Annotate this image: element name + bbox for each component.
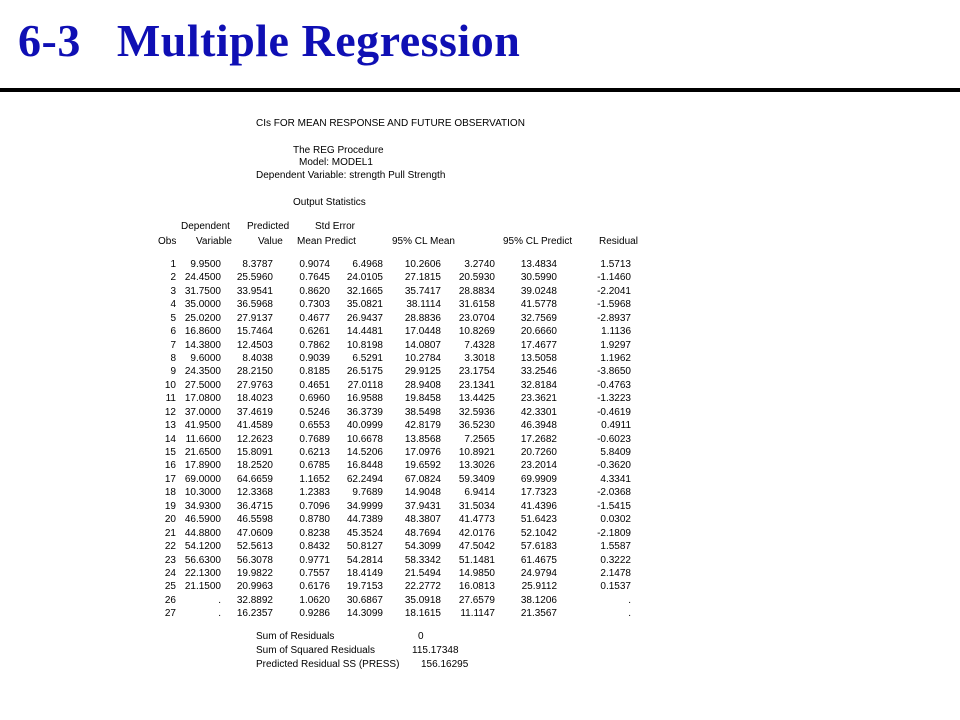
cell-cl-predict-lower: 36.5230 <box>458 420 495 432</box>
cell-std-error: 0.7557 <box>299 567 330 579</box>
cell-cl-predict-upper: 39.0248 <box>520 285 557 297</box>
cell-cl-predict-upper: 57.6183 <box>520 541 557 552</box>
cell-dependent-value: 24.4500 <box>184 272 221 284</box>
cell-dependent-value: . <box>218 594 221 606</box>
cell-dependent-value: 44.8800 <box>184 527 221 539</box>
cell-cl-predict-lower: 23.1341 <box>458 379 495 391</box>
cell-predicted-value: 52.5613 <box>236 541 273 552</box>
cell-std-error: 0.7689 <box>299 433 330 445</box>
cell-obs: 2 <box>170 272 176 284</box>
cell-predicted-value: 36.4715 <box>236 500 273 512</box>
cell-obs: 27 <box>164 608 176 620</box>
cell-cl-mean-lower: 32.1665 <box>346 285 383 297</box>
cell-cl-predict-lower: 3.3018 <box>464 353 495 364</box>
cell-dependent-value: 34.9300 <box>184 500 221 512</box>
cell-cl-mean-lower: 44.7389 <box>346 514 383 526</box>
cell-cl-mean-lower: 14.3099 <box>346 608 383 620</box>
summary-value-sum-squared-residuals: 115.17348 <box>412 645 459 656</box>
summary-label-press: Predicted Residual SS (PRESS) <box>256 659 400 670</box>
cell-obs: 20 <box>164 514 176 526</box>
cell-cl-predict-upper: 69.9909 <box>520 473 557 485</box>
cell-cl-predict-lower: 51.1481 <box>458 554 495 566</box>
cell-dependent-value: 37.0000 <box>184 406 221 418</box>
cell-cl-mean-upper: 27.1815 <box>404 272 441 284</box>
cell-cl-predict-lower: 14.9850 <box>458 567 495 579</box>
cell-std-error: 0.6213 <box>299 447 330 458</box>
cell-dependent-value: 9.9500 <box>190 259 221 270</box>
cell-dependent-value: 46.5900 <box>184 514 221 526</box>
cell-cl-mean-lower: 18.4149 <box>346 567 383 579</box>
cell-obs: 4 <box>170 299 176 311</box>
cell-dependent-value: 21.1500 <box>184 581 221 593</box>
cell-std-error: 0.7645 <box>299 272 330 284</box>
cell-residual: -2.8937 <box>597 312 631 324</box>
cell-cl-predict-upper: 32.7569 <box>520 312 557 324</box>
cell-residual: 1.5713 <box>600 259 631 270</box>
cell-cl-mean-lower: 16.8448 <box>346 460 383 472</box>
cell-cl-mean-upper: 10.2606 <box>404 259 441 270</box>
cell-cl-predict-lower: 13.4425 <box>458 393 495 405</box>
cell-cl-predict-lower: 47.5042 <box>458 541 495 552</box>
cell-cl-predict-upper: 52.1042 <box>520 527 557 539</box>
cell-predicted-value: 8.3787 <box>242 259 273 270</box>
cell-residual: 5.8409 <box>600 447 631 458</box>
cell-predicted-value: 28.2150 <box>236 366 273 378</box>
cell-residual: -1.5968 <box>597 299 631 311</box>
cell-obs: 21 <box>164 527 176 539</box>
cell-obs: 25 <box>164 581 176 593</box>
cell-cl-mean-upper: 48.7694 <box>404 527 441 539</box>
cell-residual: 1.1962 <box>600 353 631 364</box>
header-predicted: Predicted <box>247 221 290 232</box>
cell-obs: 1 <box>170 259 176 270</box>
cell-cl-mean-lower: 6.5291 <box>352 353 383 364</box>
cell-cl-mean-lower: 19.7153 <box>346 581 383 593</box>
cell-cl-mean-lower: 35.0821 <box>346 299 383 311</box>
cell-cl-mean-lower: 24.0105 <box>346 272 383 284</box>
cell-cl-predict-lower: 11.1147 <box>460 608 495 620</box>
cell-cl-predict-upper: 17.2682 <box>520 433 557 445</box>
cell-cl-mean-lower: 10.8198 <box>346 339 383 351</box>
cell-cl-mean-upper: 14.9048 <box>404 487 441 499</box>
model-name: Model: MODEL1 <box>299 157 373 168</box>
cell-cl-predict-lower: 31.6158 <box>458 299 495 311</box>
cell-cl-predict-lower: 41.4773 <box>458 514 495 526</box>
cell-obs: 17 <box>164 473 176 485</box>
cell-dependent-value: 11.6600 <box>185 433 221 445</box>
cell-residual: 1.1136 <box>601 326 631 338</box>
cell-cl-predict-upper: 41.5778 <box>520 299 557 311</box>
cell-residual: 1.9297 <box>600 339 631 351</box>
dependent-variable: Dependent Variable: strength Pull Strength <box>256 170 446 181</box>
cell-cl-mean-lower: 14.5206 <box>346 447 383 458</box>
cell-cl-predict-lower: 23.0704 <box>458 312 495 324</box>
cell-obs: 6 <box>170 326 176 338</box>
cell-residual: -2.1809 <box>597 527 631 539</box>
cell-std-error: 0.9286 <box>299 608 330 620</box>
cell-cl-mean-lower: 27.0118 <box>347 379 383 391</box>
cell-predicted-value: 12.4503 <box>236 339 273 351</box>
cell-predicted-value: 18.4023 <box>236 393 273 405</box>
cell-cl-mean-upper: 28.9408 <box>404 379 441 391</box>
cell-obs: 7 <box>170 339 176 351</box>
header-obs: Obs <box>158 236 177 247</box>
cell-cl-predict-lower: 13.3026 <box>458 460 495 472</box>
cell-residual: . <box>628 594 631 606</box>
cell-cl-predict-lower: 32.5936 <box>458 406 495 418</box>
cell-cl-predict-lower: 27.6579 <box>458 594 495 606</box>
cell-cl-mean-upper: 19.6592 <box>404 460 441 472</box>
cell-obs: 8 <box>170 353 176 364</box>
cell-cl-mean-lower: 45.3524 <box>346 527 383 539</box>
cell-obs: 5 <box>170 312 176 324</box>
cell-cl-predict-upper: 42.3301 <box>520 406 557 418</box>
cell-dependent-value: 17.0800 <box>184 393 221 405</box>
cell-cl-predict-lower: 20.5930 <box>458 272 495 284</box>
cell-std-error: 1.1652 <box>299 473 330 485</box>
cell-cl-mean-lower: 54.2814 <box>346 554 383 566</box>
cell-obs: 26 <box>164 594 176 606</box>
cell-residual: -1.1460 <box>597 272 631 284</box>
cell-std-error: 0.7096 <box>299 500 330 512</box>
cell-cl-mean-lower: 26.9437 <box>346 312 383 324</box>
cell-cl-mean-upper: 67.0824 <box>404 473 441 485</box>
cell-obs: 12 <box>164 406 176 418</box>
cell-dependent-value: 16.8600 <box>184 326 221 338</box>
procedure-name: The REG Procedure <box>293 145 384 156</box>
cell-cl-predict-upper: 17.7323 <box>520 487 557 499</box>
cell-std-error: 0.6261 <box>299 326 330 338</box>
cell-obs: 14 <box>164 433 176 445</box>
header-cl-mean: 95% CL Mean <box>392 236 455 247</box>
cell-std-error: 0.8238 <box>299 527 330 539</box>
cell-cl-mean-upper: 22.2772 <box>404 581 441 593</box>
cell-std-error: 0.4677 <box>299 312 330 324</box>
header-cl-predict: 95% CL Predict <box>503 236 573 247</box>
cell-residual: 0.4911 <box>601 420 631 432</box>
cell-cl-predict-upper: 51.6423 <box>520 514 557 526</box>
cell-cl-mean-lower: 14.4481 <box>346 326 383 338</box>
cell-std-error: 1.2383 <box>299 487 330 499</box>
cell-predicted-value: 56.3078 <box>236 554 273 566</box>
cell-cl-mean-upper: 17.0976 <box>404 447 441 458</box>
cell-cl-mean-upper: 42.8179 <box>404 420 441 432</box>
cell-cl-mean-lower: 36.3739 <box>346 406 383 418</box>
cell-cl-predict-lower: 10.8921 <box>458 447 495 458</box>
cell-cl-predict-upper: 20.7260 <box>520 447 557 458</box>
cell-cl-mean-lower: 40.0999 <box>346 420 383 432</box>
cell-predicted-value: 32.8892 <box>236 594 273 606</box>
summary-value-sum-residuals: 0 <box>418 631 424 642</box>
cell-cl-mean-lower: 62.2494 <box>346 473 383 485</box>
cell-dependent-value: 54.1200 <box>184 541 221 552</box>
cell-std-error: 0.7862 <box>299 339 330 351</box>
cell-predicted-value: 36.5968 <box>236 299 273 311</box>
cell-residual: 1.5587 <box>600 541 631 552</box>
cell-dependent-value: 27.5000 <box>184 379 221 391</box>
summary-value-press: 156.16295 <box>421 659 469 670</box>
cell-residual: 0.1537 <box>600 581 631 593</box>
cell-cl-mean-lower: 50.8127 <box>346 541 383 552</box>
cell-residual: -0.3620 <box>597 460 631 472</box>
cell-residual: -1.5415 <box>597 500 631 512</box>
cell-cl-mean-lower: 9.7689 <box>352 487 383 499</box>
cell-cl-predict-lower: 28.8834 <box>458 285 495 297</box>
cell-obs: 16 <box>164 460 176 472</box>
cell-cl-mean-lower: 26.5175 <box>346 366 383 378</box>
cell-predicted-value: 46.5598 <box>236 514 273 526</box>
cell-predicted-value: 27.9763 <box>236 379 273 391</box>
cell-predicted-value: 12.2623 <box>236 433 273 445</box>
cell-std-error: 0.4651 <box>299 379 330 391</box>
cell-dependent-value: 41.9500 <box>184 420 221 432</box>
section-title: Output Statistics <box>293 197 366 208</box>
cell-std-error: 0.9771 <box>299 554 330 566</box>
cell-cl-predict-upper: 25.9112 <box>521 581 557 593</box>
cell-cl-mean-upper: 37.9431 <box>404 500 441 512</box>
cell-cl-predict-upper: 32.8184 <box>520 379 557 391</box>
cell-dependent-value: 69.0000 <box>184 473 221 485</box>
cell-cl-predict-upper: 33.2546 <box>520 366 557 378</box>
cell-residual: 4.3341 <box>600 473 631 485</box>
cell-std-error: 0.8620 <box>299 285 330 297</box>
cell-obs: 3 <box>170 285 176 297</box>
header-dependent: Dependent <box>181 221 230 232</box>
cell-cl-predict-upper: 13.4834 <box>520 259 557 270</box>
cell-std-error: 0.8780 <box>299 514 330 526</box>
cell-cl-mean-lower: 16.9588 <box>346 393 383 405</box>
cell-std-error: 0.9039 <box>299 353 330 364</box>
cell-cl-mean-upper: 35.7417 <box>404 285 441 297</box>
cell-dependent-value: . <box>218 608 221 620</box>
cell-cl-mean-upper: 54.3099 <box>404 541 441 552</box>
cell-predicted-value: 27.9137 <box>236 312 273 324</box>
cell-cl-predict-upper: 46.3948 <box>520 420 557 432</box>
cell-std-error: 0.7303 <box>299 299 330 311</box>
cell-cl-mean-upper: 58.3342 <box>404 554 441 566</box>
cell-dependent-value: 31.7500 <box>184 285 221 297</box>
cell-std-error: 0.6176 <box>299 581 330 593</box>
cell-cl-predict-upper: 21.3567 <box>520 608 557 620</box>
cell-cl-mean-upper: 38.5498 <box>404 406 441 418</box>
cell-obs: 9 <box>170 366 176 378</box>
cell-cl-mean-lower: 34.9999 <box>346 500 383 512</box>
cell-cl-predict-upper: 13.5058 <box>520 353 557 364</box>
header-variable: Variable <box>196 236 232 247</box>
cell-cl-predict-upper: 41.4396 <box>520 500 557 512</box>
cell-dependent-value: 22.1300 <box>184 567 221 579</box>
cell-cl-predict-upper: 20.6660 <box>520 326 557 338</box>
cell-obs: 15 <box>164 447 176 458</box>
cell-cl-mean-upper: 17.0448 <box>404 326 441 338</box>
cell-predicted-value: 33.9541 <box>236 285 273 297</box>
cell-cl-mean-upper: 38.1114 <box>406 299 441 311</box>
cell-cl-mean-upper: 48.3807 <box>404 514 441 526</box>
header-std-error: Std Error <box>315 221 356 232</box>
cell-cl-mean-upper: 18.1615 <box>404 608 441 620</box>
cell-std-error: 0.9074 <box>299 259 330 270</box>
summary-label-sum-squared-residuals: Sum of Squared Residuals <box>256 645 375 656</box>
cell-cl-mean-upper: 19.8458 <box>404 393 441 405</box>
cell-cl-predict-lower: 6.9414 <box>464 487 495 499</box>
cell-dependent-value: 14.3800 <box>184 339 221 351</box>
cell-predicted-value: 64.6659 <box>236 473 273 485</box>
cell-cl-mean-lower: 10.6678 <box>346 433 383 445</box>
cell-predicted-value: 15.7464 <box>236 326 273 338</box>
header-value: Value <box>258 236 283 247</box>
cell-obs: 19 <box>164 500 176 512</box>
cell-residual: -2.0368 <box>597 487 631 499</box>
cell-obs: 13 <box>164 420 176 432</box>
cell-obs: 22 <box>164 541 176 552</box>
cell-predicted-value: 19.9822 <box>236 567 273 579</box>
cell-cl-predict-lower: 23.1754 <box>458 366 495 378</box>
cell-residual: -0.4763 <box>597 379 631 391</box>
cell-cl-mean-upper: 35.0918 <box>404 594 441 606</box>
cell-residual: 0.0302 <box>600 514 631 526</box>
cell-predicted-value: 41.4589 <box>236 420 273 432</box>
cell-cl-predict-lower: 16.0813 <box>458 581 495 593</box>
header-residual: Residual <box>599 236 638 247</box>
cell-dependent-value: 10.3000 <box>184 487 221 499</box>
cell-predicted-value: 16.2357 <box>236 608 273 620</box>
cell-dependent-value: 56.6300 <box>184 554 221 566</box>
cell-cl-predict-lower: 59.3409 <box>458 473 495 485</box>
cell-predicted-value: 25.5960 <box>236 272 273 284</box>
cell-predicted-value: 18.2520 <box>236 460 273 472</box>
cell-residual: -0.6023 <box>597 433 631 445</box>
cell-dependent-value: 25.0200 <box>184 312 221 324</box>
cell-residual: -3.8650 <box>597 366 631 378</box>
cell-cl-mean-upper: 21.5494 <box>404 567 441 579</box>
cell-cl-predict-upper: 17.4677 <box>520 339 557 351</box>
slide-title: 6-3 Multiple Regression <box>18 15 521 66</box>
cell-dependent-value: 17.8900 <box>184 460 221 472</box>
header-mean-predict: Mean Predict <box>297 236 356 247</box>
cell-std-error: 0.8185 <box>299 366 330 378</box>
cell-obs: 10 <box>164 379 176 391</box>
cell-residual: . <box>628 608 631 620</box>
cell-obs: 11 <box>165 393 176 405</box>
cell-predicted-value: 47.0609 <box>236 527 273 539</box>
cell-cl-mean-upper: 13.8568 <box>404 433 441 445</box>
cell-residual: 2.1478 <box>600 567 631 579</box>
cell-cl-predict-upper: 30.5990 <box>520 272 557 284</box>
cell-std-error: 0.6785 <box>299 460 330 472</box>
cell-cl-predict-upper: 24.9794 <box>520 567 557 579</box>
cell-predicted-value: 8.4038 <box>242 353 273 364</box>
cell-std-error: 0.5246 <box>299 406 330 418</box>
cell-cl-predict-upper: 61.4675 <box>520 554 557 566</box>
cell-cl-predict-lower: 42.0176 <box>458 527 495 539</box>
cell-std-error: 0.6553 <box>299 420 330 432</box>
cell-dependent-value: 9.6000 <box>190 353 221 364</box>
cell-std-error: 1.0620 <box>299 594 330 606</box>
cell-cl-mean-lower: 6.4968 <box>352 259 383 270</box>
cell-cl-predict-upper: 23.2014 <box>520 460 557 472</box>
cell-obs: 23 <box>164 554 176 566</box>
cell-dependent-value: 24.3500 <box>184 366 221 378</box>
cell-dependent-value: 35.0000 <box>184 299 221 311</box>
cell-cl-predict-lower: 7.4328 <box>464 339 495 351</box>
cell-obs: 24 <box>164 567 176 579</box>
cell-predicted-value: 20.9963 <box>236 581 273 593</box>
cell-cl-mean-upper: 28.8836 <box>404 312 441 324</box>
summary-label-sum-residuals: Sum of Residuals <box>256 631 335 642</box>
cell-cl-predict-upper: 23.3621 <box>520 393 557 405</box>
cell-residual: -0.4619 <box>597 406 631 418</box>
cell-cl-predict-lower: 31.5034 <box>458 500 495 512</box>
cell-cl-predict-lower: 7.2565 <box>464 433 495 445</box>
cell-residual: 0.3222 <box>600 554 631 566</box>
cell-obs: 18 <box>164 487 176 499</box>
cell-cl-predict-upper: 38.1206 <box>520 594 557 606</box>
cell-cl-predict-lower: 10.8269 <box>458 326 495 338</box>
cell-predicted-value: 37.4619 <box>236 406 273 418</box>
cell-cl-predict-lower: 3.2740 <box>464 259 495 270</box>
cell-residual: -2.2041 <box>597 285 631 297</box>
cell-predicted-value: 15.8091 <box>236 447 273 458</box>
cell-predicted-value: 12.3368 <box>236 487 273 499</box>
cell-std-error: 0.8432 <box>299 541 330 552</box>
cell-cl-mean-upper: 29.9125 <box>404 366 441 378</box>
output-heading: CIs FOR MEAN RESPONSE AND FUTURE OBSERVATION <box>256 118 525 129</box>
cell-std-error: 0.6960 <box>299 393 330 405</box>
cell-cl-mean-upper: 14.0807 <box>404 339 441 351</box>
cell-cl-mean-upper: 10.2784 <box>404 353 441 364</box>
cell-dependent-value: 21.6500 <box>184 447 221 458</box>
cell-cl-mean-lower: 30.6867 <box>346 594 383 606</box>
cell-residual: -1.3223 <box>597 393 631 405</box>
